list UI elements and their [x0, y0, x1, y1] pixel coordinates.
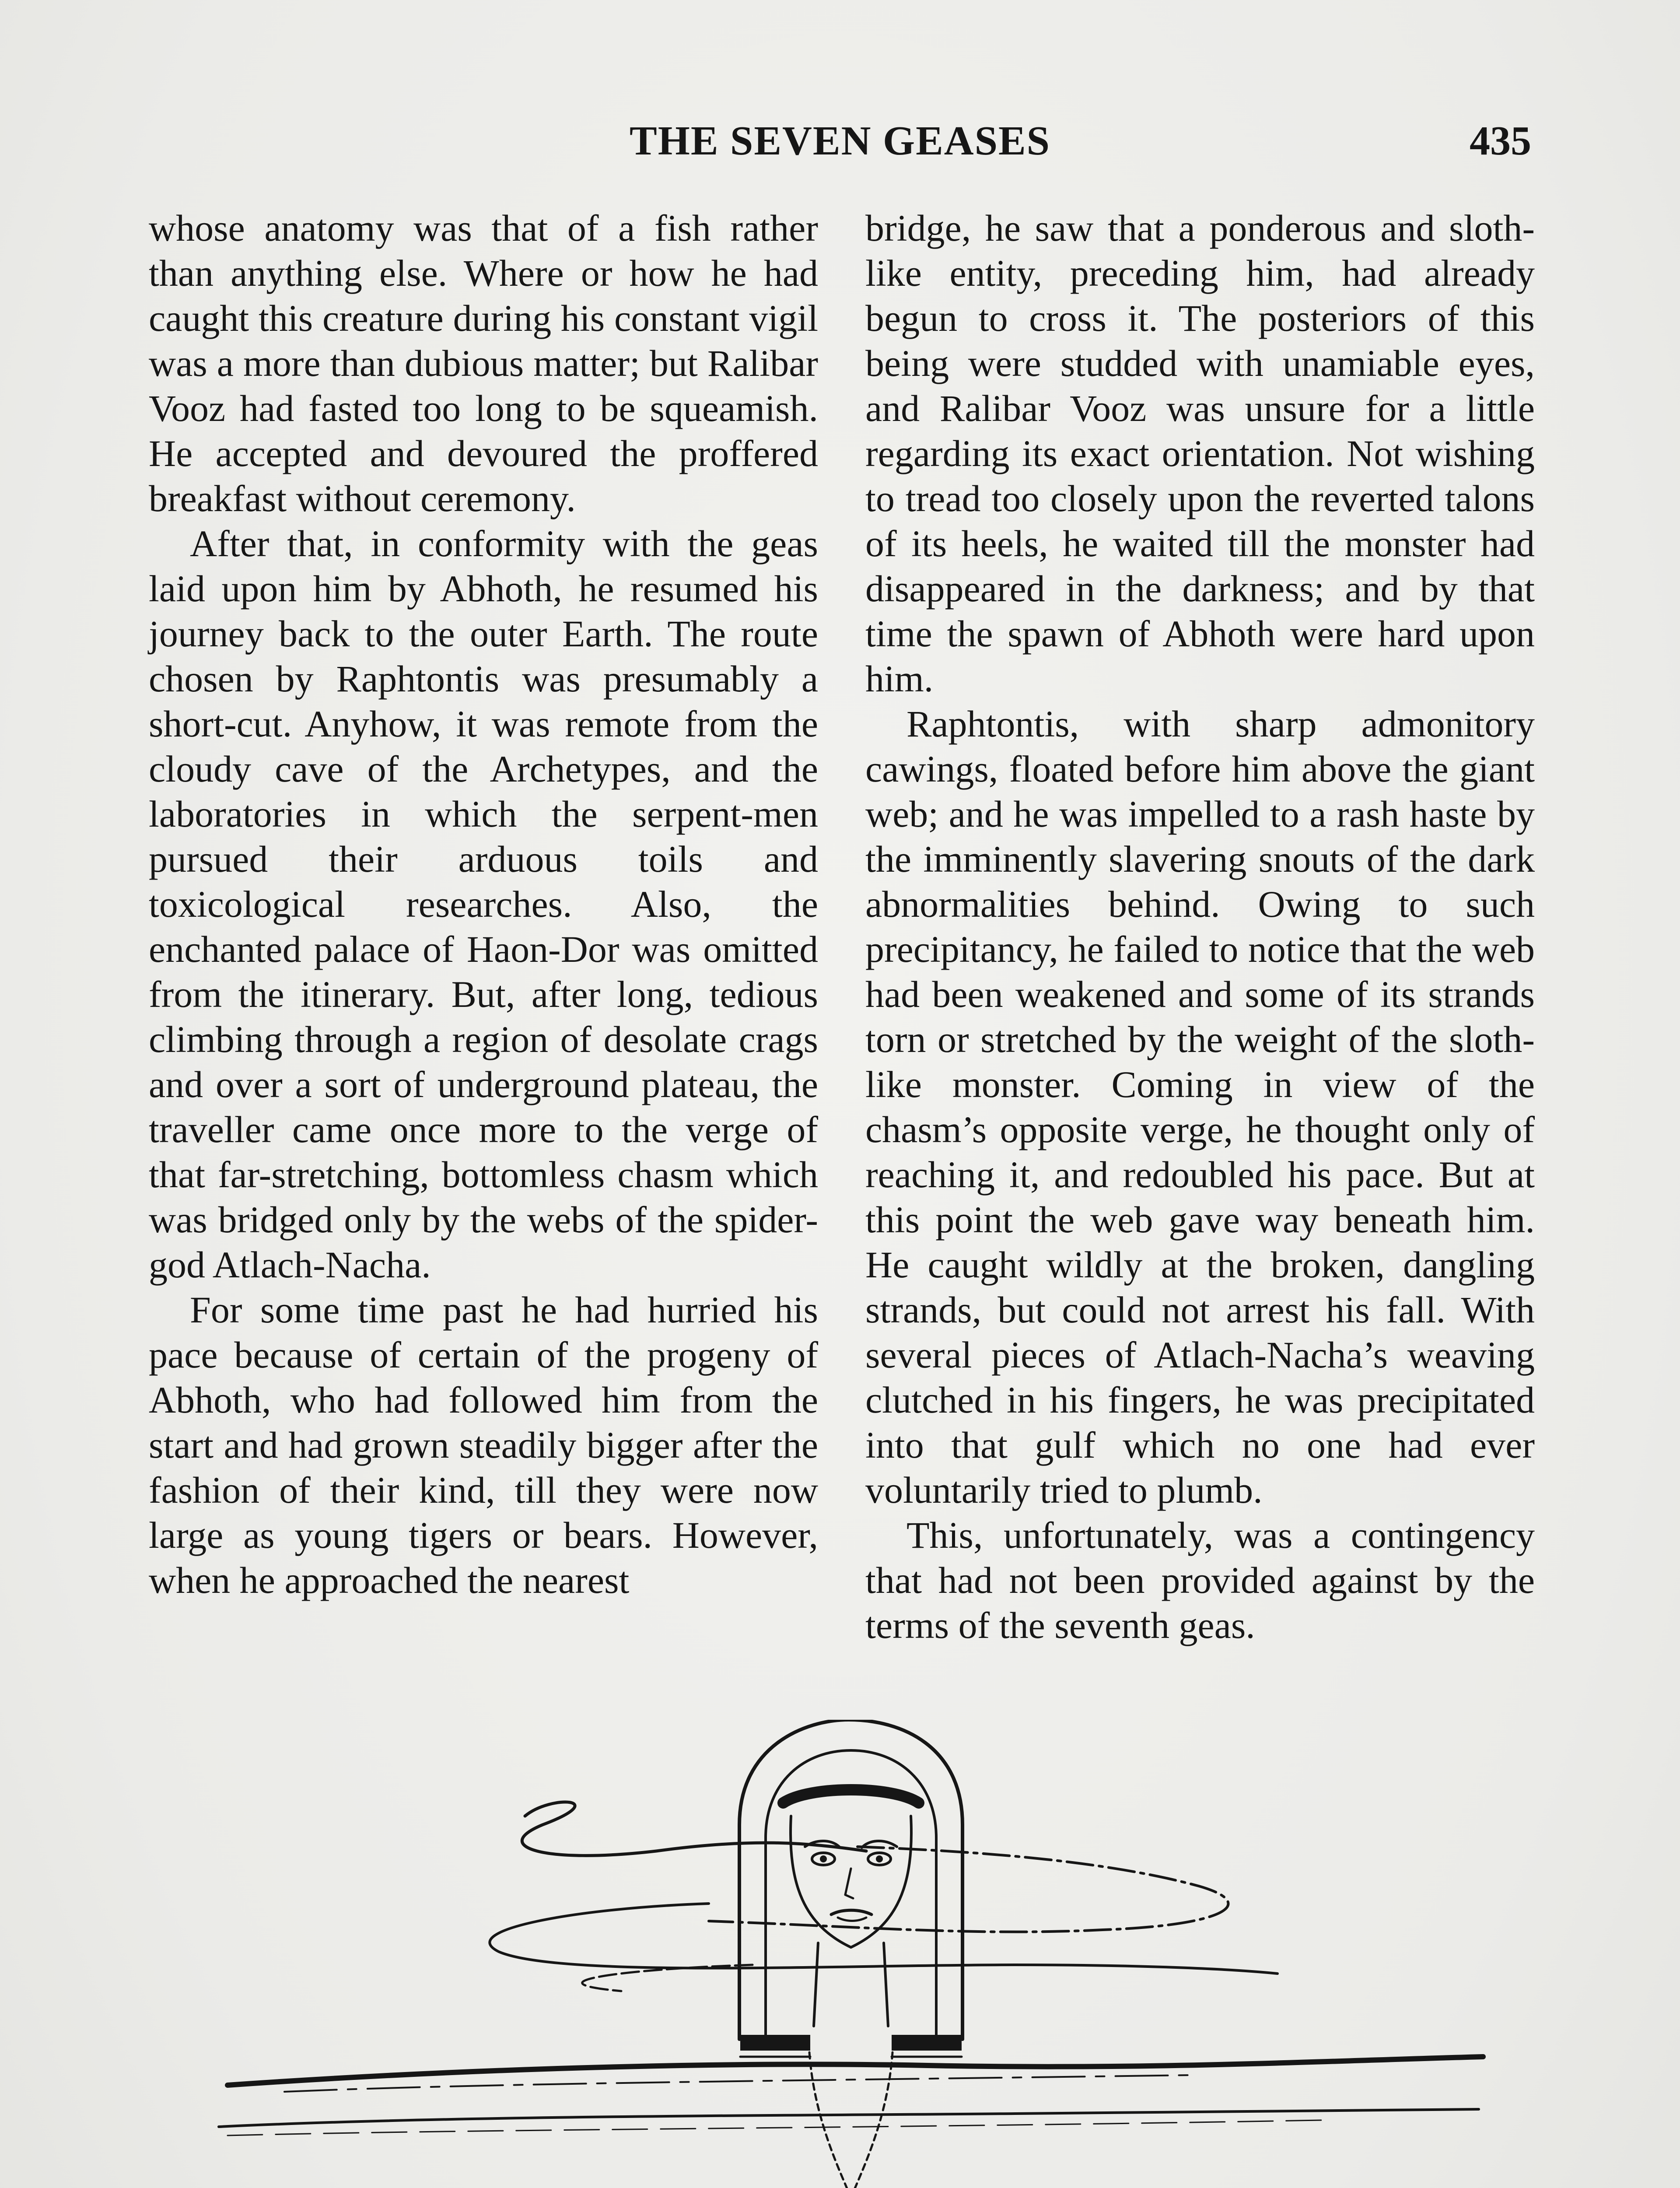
paragraph: After that, in conformity with the geas laid upon him by Abhoth, he resumed his journey back to the outer Earth. The route chosen by Raphtontis was presumably a short-cut. Anyhow, it was remote from the cloudy cave of the Archetypes, and the laboratories in which the serpent-men pursued their arduous toils and toxicological researches. Also, the enchanted palace of Haon-Dor was omitted from the itinerary. But, after long, tedious climbing through a region of desolate crags and over a sort of underground plateau, the traveller came once more to the verge of that far-stretching, bottomless chasm which was bridged only by the webs of the spider-god Atlach-Nacha. — [149, 522, 818, 1286]
running-title: THE SEVEN GEASES — [630, 118, 1050, 164]
paragraph: bridge, he saw that a ponderous and sloth-like entity, preceding him, had already begun to cross it. The posteriors of this being were studded with unamiable eyes, and Ralibar Vooz was unsure for a little regarding its exact orientation. Not wishing to tread too closely upon the reverted talons of its heels, he waited till the monster had disappeared in the darkness; and by that time the spawn of Abhoth were hard upon him. — [865, 207, 1535, 700]
paragraph: whose anatomy was that of a fish rather than anything else. Where or how he had caught this creature during his constant vigil was a more than dubious matter; but Ralibar Vooz had fasted too long to be squeamish. He accepted and devoured the proffered breakfast without ceremony. — [149, 207, 818, 519]
paragraph: Raphtontis, with sharp admonitory cawings, floated before him above the giant web; and he was impelled to a rash haste by the imminently slavering snouts of the dark abnormalities behind. Owing to such precipitancy, he failed to notice that the web had been weakened and some of its strands torn or stretched by the weight of the sloth-like monster. Coming in view of the chasm’s opposite verge, he thought only of reaching it, and redoubled his pace. But at this point the web gave way beneath him. He caught wildly at the broken, dangling strands, but could not arrest his fall. With several pieces of Atlach-Nacha’s weaving clutched in his fingers, he was precipitated into that gulf which no one had ever voluntarily tried to plumb. — [865, 703, 1535, 1511]
page-number: 435 — [1470, 118, 1531, 164]
egyptian-head-scarab-icon — [184, 1720, 1496, 2188]
right-column — [865, 206, 1535, 1648]
paragraph: This, unfortunately, was a contingency that had not been provided against by the terms of the seventh geas. — [865, 1514, 1535, 1646]
left-column — [149, 206, 818, 1603]
paragraph: For some time past he had hurried his pace because of certain of the progeny of Abhoth, who had followed him from the start and had grown steadily bigger after the fashion of their kind, till they were now large as young tigers or bears. However, when he approached the nearest — [149, 1289, 818, 1601]
